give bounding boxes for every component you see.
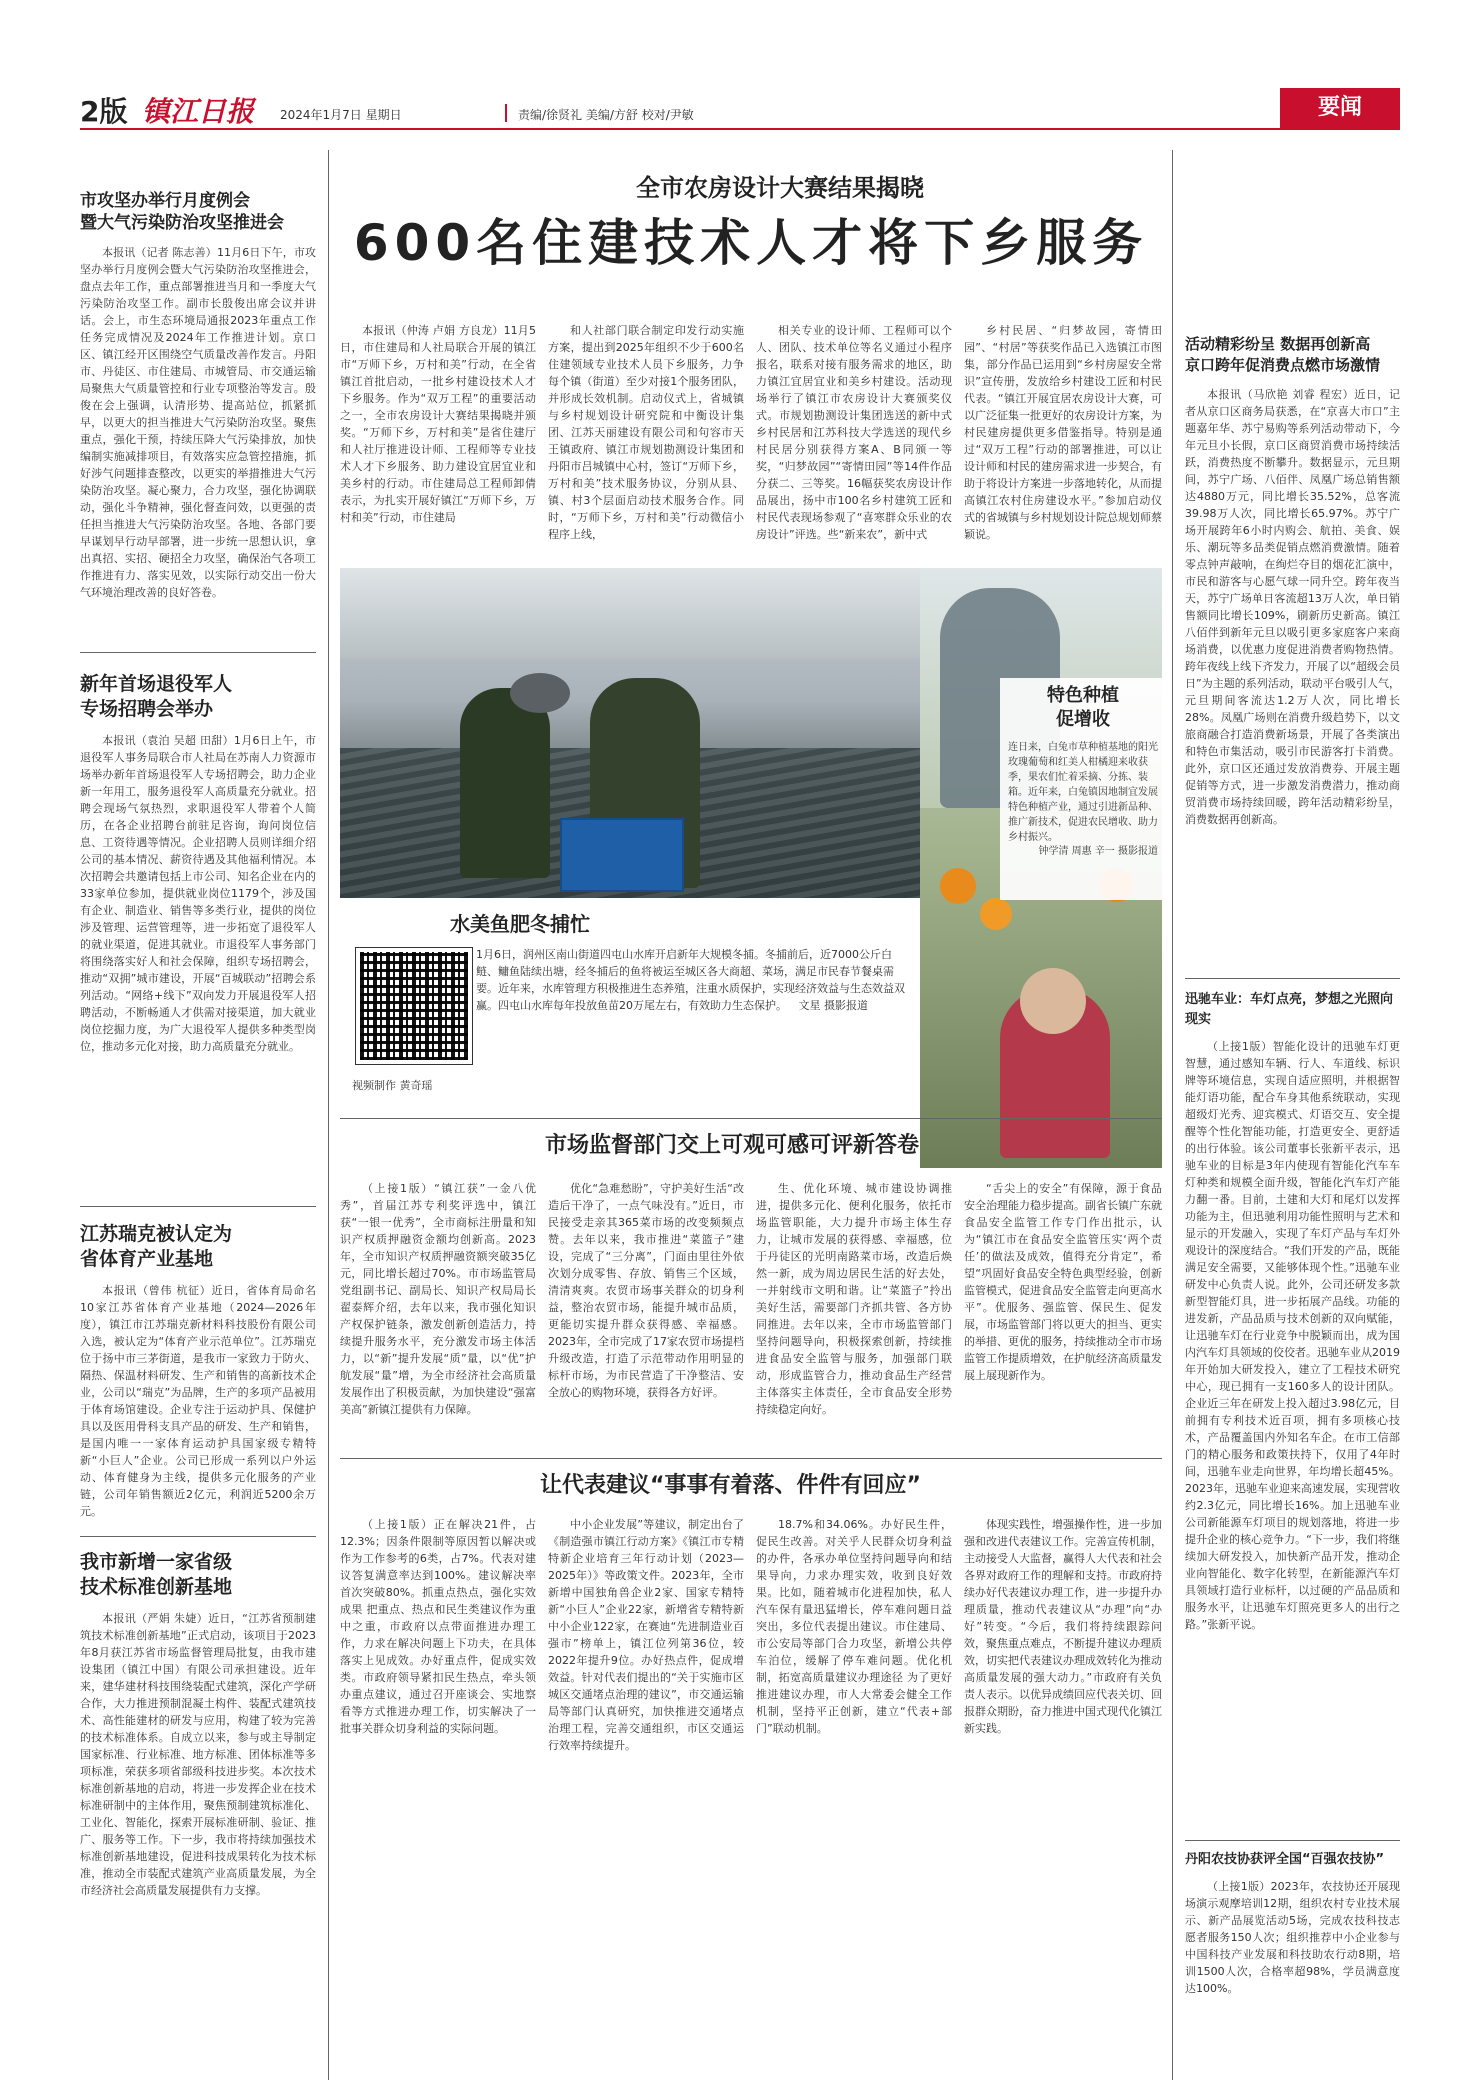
body-text: 体现实践性，增强操作性，进一步加强和改进代表建议工作。完善宣传机制，主动接受人大监督，赢得人大代表和社会各界对政府工作的理解和支持。市政府持续办好代表建议办理工作，进一步提升办理质量，推动代表建议从“办理”向“办好”转变。“今后，我们将持续跟踪问效，聚焦重点难点，不断提升建议办理质效，切实把代表建议办理成效转化为推动高质量发展的强大动力。”市政府有关负责人表示。以优异成绩回应代表关切、回报群众期盼，奋力推进中国式现代化镇江新实践。 [964,1518,1162,1735]
orange-fruit [940,868,976,904]
editor-credits: 责编/徐贤礼 美编/方舒 校对/尹敏 [518,108,694,122]
market-col-4 [964,1180,1162,1444]
title-line: 我市新增一家省级 [80,1551,233,1573]
masthead-divider [505,104,507,122]
market-col-3 [756,1180,952,1444]
body-text: 和人社部门联合制定印发行动实施方案，提出到2025年组织不少于600名住建领域专业技术人员下乡服务，力争每个镇（街道）至少对接1个服务团队，并形成长效机制。启动仪式上，省城镇与乡村规划设计研究院和中衡设计集团、江苏天丽建设有限公司和句容市天王镇政府、镇江市规划勘测设计集团和丹阳市吕城镇中心村，签订“万师下乡，万村和美”技术服务协议，分别从县、镇、村3个层面启动技术服务合作。同时，“万师下乡，万村和美”行动微信小程序上线， [548,324,744,541]
column-divider [328,150,329,2080]
main-photo-title: 水美鱼肥冬捕忙 [450,912,590,936]
lead-col-3 [756,322,952,558]
article-divider [80,1206,316,1207]
qr-code [356,948,472,1064]
section-divider [340,1118,1162,1119]
lead-col-1 [340,322,536,558]
title-line: 技术标准创新基地 [80,1576,233,1598]
article-title [80,1222,316,1272]
main-photo-caption [476,946,912,1066]
lead-headline: 600名住建技术人才将下乡服务 [353,214,1149,272]
fish-crate [560,818,684,892]
body-text: 本报讯（马欣艳 刘睿 程宏）近日，记者从京口区商务局获悉，在“京喜大市口”主题嘉年华、苏宁易购等系列活动带动下，今年元旦小长假，京口区商贸消费市场持续活跃，消费热度不断攀升。数据显示，元旦期间，苏宁广场、八佰伴、凤凰广场总销售额达4880万元，同比增长35.52%，总客流39.98万人次，同比增长65.97%。苏宁广场开展跨年6小时内购会、航拍、美食、娱乐、潮玩等多品类促销点燃消费激情。随着零点钟声敲响，在绚烂夺目的烟花汇演中，市民和游客与心愿气球一同升空。跨年夜当天，苏宁广场单日客流超13万人次，单日销售额同比增长109%，刷新历史新高。镇江八佰伴到新年元旦以吸引更多家庭客户来商场消费，以优惠力度促进消费者购物热情。跨年夜线上线下齐发力，开展了以“超级会员日”为主题的系列活动，联动平台吸引人气，元旦期间客流达1.2万人次，同比增长28%。凤凰广场则在消费升级趋势下，以文旅商融合打造消费新场景，开展了各类演出和特色市集活动，吸引市民游客打卡消费。此外，京口区还通过发放消费券、开展主题促销等方式，进一步激发消费潜力，推动商贸消费市场持续回暖，跨年活动精彩纷呈，消费数据再创新高。 [1185,388,1400,826]
fishing-photo [340,568,920,898]
video-credit: 视频制作 黄奇瑶 [352,1079,433,1092]
npc-headline: 让代表建议“事事有着落、件件有回应” [540,1473,921,1498]
article-body [80,244,316,660]
issue-date: 2024年1月7日 星期日 [280,108,402,122]
lead-col-2 [548,322,744,558]
article-air-pollution [80,190,316,660]
caption-text: 1月6日，润州区南山街道四屯山水库开启新年大规模冬捕。冬捕前后，近7000公斤白鲢、鳙鱼陆续出塘，经冬捕后的鱼将被运至城区各大商超、菜场，满足市民春节餐桌需要。近年来，水库管理方积极推进生态养殖，注重水质保护，实现经济效益与生态效益双赢。四屯山水库每年投放鱼苗20万尾左右，有效助力生态保护。 [476,948,905,1012]
page-number: 2版 [80,95,128,128]
body-text: 18.7%和34.06%。办好民生件，促民生改善。对关乎人民群众切身利益的办件，各承办单位坚持问题导向和结果导向，力求办理实效，收到良好效果。比如，随着城市化进程加快，私人汽车保有量迅猛增长，停车难问题日益突出，多位代表提出建议。市住建局、市公安局等部门合力攻坚，新增公共停车泊位，缓解了停车难问题。优化机制，拓宽高质量建议办理途径 为了更好推进建议办理，市人大常委会健全工作机制，坚持平正创新，建立“代表+部门”联动机制。 [756,1518,952,1735]
npc-col-4 [964,1516,1162,2068]
title-line: 专场招聘会举办 [80,698,214,720]
section-tab [1280,88,1400,128]
fisherman-figure [460,688,550,878]
body-text: （上接1版）智能化设计的迅驰车灯更智慧，通过感知车辆、行人、车道线、标识牌等环境信息，实现自适应照明，并根据智能灯语功能，配合车身其他系统联动，实现超级灯光秀、迎宾模式、灯语交互、安全提醒等个性化智能功能，打造更安全、更舒适的出行体验。该公司董事长张新平表示，迅驰车业的目标是3年内使现有智能化汽车车灯种类和规模全面升级，智能化汽车灯产能力翻一番。目前，土建和大灯和尾灯以发挥功能为主，但迅驰利用功能性照明与艺术和显示的开发融入，实现了车灯产品与车灯外观设计的深度结合。“我们开发的产品，既能满足安全需要，又能够体现个性。”迅驰车业研发中心负责人说。此外，公司还研发多款新型智能灯具，进一步拓展产品线。功能的进发新，产品品质与技术创新的双向赋能，让迅驰车灯在行业竞争中脱颖而出，成为国内汽车灯具领域的佼佼者。迅驰车业从2019年开始加大研发投入，建立了工程技术研究中心，现已拥有一支160多人的设计团队。企业近三年在研发上投入超过3.98亿元，目前拥有专利技术近百项，拥有多项核心技术，产品覆盖国内外知名车企。在市工信部门的精心服务和政策扶持下，仅用了4年时间，迅驰车业走向世界，年均增长超45%。2023年，迅驰车业迎来高速发展，实现营收约2.3亿元，同比增长16%。加上迅驰车业公司新能源车灯项目的规划落地，将进一步提升企业的核心竞争力。“下一步，我们将继续加大研发投入，加快新产品开发，推动企业向智能化、数字化转型，在新能源汽车灯具领域打造行业标杆，以过硬的产品品质和服务水平，让迅驰车灯照亮更多人的出行之路。”张新平说。 [1185,1040,1400,1631]
section-divider [340,1458,1162,1459]
column-divider [1172,150,1173,2080]
title-line: 新年首场退役军人 [80,673,233,695]
article-standard-base [80,1550,316,2060]
fish [510,673,570,713]
market-headline: 市场监督部门交上可观可感可评新答卷 [545,1133,920,1158]
body-text: （上接1版）“镇江获”一金八优秀”，首届江苏专利奖评选中，镇江获“一银一优秀”，全市商标注册量和知识产权质押融资金额均创新高。2023年，全市知识产权质押融资额突破35亿元，同比增长超过70%。市市场监管局党组副书记、副局长、知识产权局局长翟泰辉介绍，去年以来，我市强化知识产权保护链条，激发创新创造活力，持续提升服务水平，充分激发市场主体活力，以“新”提升发展“质”量，以“优”护航发展“量”增，为全市经济社会高质量发展作出了积极贡献，为加快建设“强富美高”新镇江提供有力保障。 [340,1182,536,1416]
paper-logo: 镇江日报 [142,95,255,128]
body-text: 本报讯（仲涛 卢娟 方良龙）11月5日，市住建局和人社局联合开展的镇江市“万师下乡，万村和美”行动，在全省镇江首批启动，一批乡村建设技术人才下乡服务。作为“双万工程”的重要活动之一，全市农房设计大赛结果揭晓并颁奖。“万师下乡，万村和美”是省住建厅和人社厅推进设计师、工程师等专业技术人才下乡服务、助力建设宜居宜业和美乡村的行动。市住建局总工程师卸倩表示，为扎实开展好镇江“万师下乡，万村和美”行动，市住建局 [340,324,536,524]
article-title [80,672,316,722]
body-text: 中小企业发展”等建议，制定出台了《制造强市镇江行动方案》《镇江市专精特新企业培育三年行动计划（2023—2025年）》等政策文件。2023年，全市新增中国独角兽企业2家、国家专精特新“小巨人”企业22家，新增省专精特新中小企业122家，在赛迪“先进制造业百强市”榜单上，镇江位列第36位，较2022年提升9位。办好热点件，促成增效益。针对代表们提出的“关于实施市区城区交通堵点治理的建议”，市交通运输局等部门认真研究，加快推进交通堵点治理工程，完善交通组织，市区交通运行效率持续提升。 [548,1518,744,1752]
title-line: 活动精彩纷呈 数据再创新高 [1185,335,1371,353]
orange-fruit [980,898,1012,930]
article-title: 迅驰车业：车灯点亮，梦想之光照向现实 [1185,992,1394,1027]
article-danyang-agri [1185,1850,1400,2058]
body-text: （上接1版）正在解决21件，占12.3%；因条件限制等原因暂以解决或作为工作参考的6类，占7%。代表对建议答复满意率达到100%。建议解决率首次突破80%。抓重点热点，强化实效成果 把重点、热点和民生类建议作为重中之重，市政府以点带面推进办理工作，力求在解决问题上下功夫，在具体落实上见成效。办好重点件，促成实效类。市政府领导紧扣民生热点，牵头领办重点建议，通过召开座谈会、实地察看等方式推进办理工作，切实解决了一批事关群众切身利益的实际问题。 [340,1518,536,1735]
title-line: 省体育产业基地 [80,1248,214,1270]
title-line: 市攻坚办举行月度例会 [80,191,250,211]
article-divider [80,652,316,653]
article-divider [1185,1840,1400,1841]
body-text: 优化“急难愁盼”，守护美好生活“改造后干净了，一点气味没有。”近日，市民接受走亲其365菜市场的改变频频点赞。去年以来，我市推进“菜篮子”建设，完成了“三分离”，门面由里往外依次划分成零售、存放、销售三个区域，清清爽爽。农贸市场事关群众的切身利益，整治农贸市场，能提升城市品质，更能切实提升群众获得感、幸福感。2023年，全市完成了17家农贸市场提档升级改造，打造了示范带动作用明显的标杆市场，为市民营造了干净整洁、安全放心的购物环境，获得各方好评。 [548,1182,744,1399]
side-photo-credit: 钟学清 周惠 辛一 摄影报道 [1038,846,1158,857]
article-veteran-jobs [80,672,316,1214]
body-text: （上接1版）2023年，农技协还开展现场演示观摩培训12期，组织农村专业技术展示、新产品展览活动5场，完成农技科技志愿者服务150人次；组织推荐中小企业参与中国科技产业发展和科技助农行动8期，培训1500人次，合格率超98%，学员满意度达100%。 [1185,1880,1400,1995]
npc-col-1 [340,1516,536,2068]
title-line: 特色种植 [1047,685,1119,706]
article-title [80,1550,316,1600]
title-line: 暨大气污染防治攻坚推进会 [80,213,284,233]
article-body [1185,386,1400,976]
lead-kicker: 全市农房设计大赛结果揭晓 [636,173,924,202]
body-text: 本报讯（记者 陈志善）11月6日下午，市攻坚办举行月度例会暨大气污染防治攻坚推进会，盘点去年工作，重点部署推进当月和一季度大气污染防治攻坚工作。副市长殷俊出席会议并讲话。会上，市生态环境局通报2023年重点工作任务完成情况及2024年工作推进计划。京口区、镇江经开区围绕空气质量改善作发言。丹阳市、丹徒区、市住建局、市城管局、市交通运输局聚焦大气质量管控和行业专项整治等发言。殷俊在会上强调，认清形势、提高站位，抓紧抓早，以更大的担当推进大气污染防治攻坚。聚焦重点，强化干预，持续压降大气污染排放，加快编制实施减排项目，有效落实应急管控措施，抓好涉气问题排查整改，以更实的举措推进大气污染防治攻坚。凝心聚力，合力攻坚，强化协调联动，强化斗争精神，强化督查问效，以更强的责任担当推进大气污染防治攻坚。各地、各部门要早谋划早行动早部署，进一步统一思想认识，拿出真招、实招、硬招全力攻坚，确保治气各项工作推进有力、落实见效，以实际行动交出一份大气环境治理改善的良好答卷。 [80,246,316,599]
body-text: 本报讯（曾伟 杭征）近日，省体育局命名10家江苏省体育产业基地（2024—2026年度），镇江市江苏瑞克新材料科技股份有限公司入选，被认定为“体育产业示范单位”。江苏瑞克位于扬中市三茅街道，是我市一家致力于防火、隔热、保温材料研发、生产和销售的高新技术企业，公司以“瑞克”为品牌，生产的多项产品被用于体育场馆建设。企业专注于运动护具、保健护具以及医用骨科支具产品的研发、生产和销售，是国内唯一一家体育运动护具国家级专精特新“小巨人”企业。公司已形成一系列以户外运动、体育健身为主线，提供多元化服务的产业链，公司年销售额近2亿元，利润近5200余万元。 [80,1284,316,1518]
side-photo-caption: 连日来，白兔市草种植基地的阳光玫瑰葡萄和红美人柑橘迎来收获季，果农们忙着采摘、分拣、装箱。近年来，白兔镇因地制宜发展特色种植产业，通过引进新品种、推广新技术，促进农民增收、助力乡村振兴。 [1008,742,1158,843]
article-body [80,1610,316,2060]
title-line: 江苏瑞克被认定为 [80,1223,233,1245]
npc-col-3 [756,1516,952,2068]
farmer-face [1020,968,1086,1034]
lead-col-4 [964,322,1162,558]
title-line: 促增收 [1056,709,1110,730]
npc-col-2 [548,1516,744,2068]
article-body [1185,1878,1400,2058]
body-text: 生、优化环境、城市建设协调推进，提供多元化、便利化服务，依托市场监管职能，大力提升市场主体生存力，让城市发展的获得感、幸福感，位于丹徒区的光明南路菜市场，改造后焕然一新，成为周边居民生活的好去处，一并射线市文明和谐。让“菜篮子”拎出美好生活，需要部门齐抓共管、各方协同推进。去年以来，全市市场监管部门坚持问题导向，积极探索创新，持续推进食品安全监管与服务，加强部门联动，形成监管合力，推动食品生产经营主体落实主体责任，全市食品安全形势持续稳定向好。 [756,1182,952,1416]
title-line: 京口跨年促消费点燃市场激情 [1185,356,1381,374]
section-label: 要闻 [1317,95,1362,120]
body-text: 本报讯（严娟 朱婕）近日，“江苏省预制建筑技术标准创新基地”正式启动，该项目于2023年8月获江苏省市场监督管理局批复，由我市建设集团（镇江中国）有限公司承担建设。近年来，建华建材科技围绕装配式建筑，深化产学研合作，大力推进预制混凝土构件、装配式建筑技术、高性能建材的研发与应用，构建了较为完善的技术标准体系。自成立以来，参与或主导制定国家标准、行业标准、地方标准、团体标准等多项标准，荣获多项省部级科技进步奖。本次技术标准创新基地的启动，将进一步发挥企业在技术标准研制中的主体作用，聚焦预制建筑标准化、工业化、智能化，探索开展标准研制、验证、推广、服务等工作。下一步，我市将持续加强技术标准创新基地建设，促进科技成果转化为技术标准，推动全市装配式建筑产业高质量发展，为全市经济社会高质量发展提供有力支撑。 [80,1612,316,1897]
market-col-1 [340,1180,536,1444]
article-jingkou-consumption [1185,334,1400,976]
article-title [1185,334,1400,376]
side-photo-title [1008,684,1158,732]
photo-credit: 文星 摄影报道 [798,999,868,1012]
masthead-rule [80,128,1400,130]
article-body [80,1282,316,1534]
body-text: 本报讯（袁泊 吴超 田甜）1月6日上午，市退役军人事务局联合市人社局在苏南人力资源市场举办新年首场退役军人专场招聘会，助力企业新一年用工，服务退役军人高质量充分就业。招聘会现场气氛热烈，求职退役军人带着个人简历，在各企业招聘台前驻足咨询，询问岗位信息、工资待遇等情况。企业招聘人员则详细介绍公司的基本情况、薪资待遇及其他福利情况。本次招聘会共邀请包括上市公司、知名企业在内的33家单位参加，提供就业岗位1179个，涉及国有企业、制造业、销售等多类行业，提供的岗位涉及管理、运营管理等，进一步拓宽了退役军人的就业渠道，促进其就业。市退役军人事务部门将围绕落实好人和社会保障，组织专场招聘会，推动“双拥”城市建设，开展“百城联动”招聘会系列活动。“网络+线下”双向发力开展退役军人招聘活动，不断畅通人才供需对接渠道，加大就业岗位挖掘力度，为广大退役军人提供多种类型岗位，推动多元化对接，助力高质量充分就业。 [80,734,316,1053]
article-title [80,190,316,234]
article-divider [80,1536,316,1537]
body-text: “舌尖上的安全”有保障，源于食品安全治理能力稳步提高。副省长镇广东就食品安全监管工作专门作出批示，认为“镇江市在食品安全监管压实‘两个责任’的做法及成效，值得充分肯定”，希望“巩固好食品安全特色典型经验，创新监管模式，促进食品安全监管走向更高水平”。优服务、强监管、保民生、促发展，市场监管部门将以更大的担当、更实的举措、更优的服务，持续推动全市市场监管工作提质增效，在护航经济高质量发展上展现新作为。 [964,1182,1162,1382]
article-body [80,732,316,1214]
masthead [80,88,1400,128]
body-text: 相关专业的设计师、工程师可以个人、团队、技术单位等名义通过小程序报名，联系对接有服务需求的地区，助力镇江宜居宜业和美乡村建设。活动现场举行了镇江市农房设计大赛颁奖仪式。市规划勘测设计集团选送的新中式乡村民居和江苏科技大学选送的现代乡村民居分别获得方案A、B同颁一等奖，“归梦故园”“寄情田园”等14件作品分获二、三等奖。16幅获奖农房设计作品展出，扬中市100名乡村建筑工匠和村民代表现场参观了“喜寒群众乐业的农房设计”评选。些“新来农”，新中式 [756,324,952,541]
article-divider [1185,978,1400,979]
market-col-2 [548,1180,744,1444]
body-text: 乡村民居、“归梦故园，寄情田园”、“村居”等获奖作品已入选镇江市图集，部分作品已运用到“乡村房屋安全常识”宣传册，发放给乡村建设工匠和村民代表。“镇江开展宜居农房设计大赛，可以广泛征集一批更好的农房设计方案，为村民建房提供更多借鉴指导。特别是通过“双万工程”行动的部署推进，可以让设计师和村民的建房需求进一步契合，有助于将设计方案进一步落地转化，从而提高镇江农村住房建设水平。”参加启动仪式的省城镇与乡村规划设计院总规划师蔡颖说。 [964,324,1162,541]
article-xunchi [1185,990,1400,1858]
article-body [1185,1038,1400,1858]
side-caption-box [1000,678,1166,900]
article-sports-base [80,1222,316,1534]
sky-background [340,568,920,658]
article-title: 丹阳农技协获评全国“百强农技协” [1185,1852,1385,1867]
